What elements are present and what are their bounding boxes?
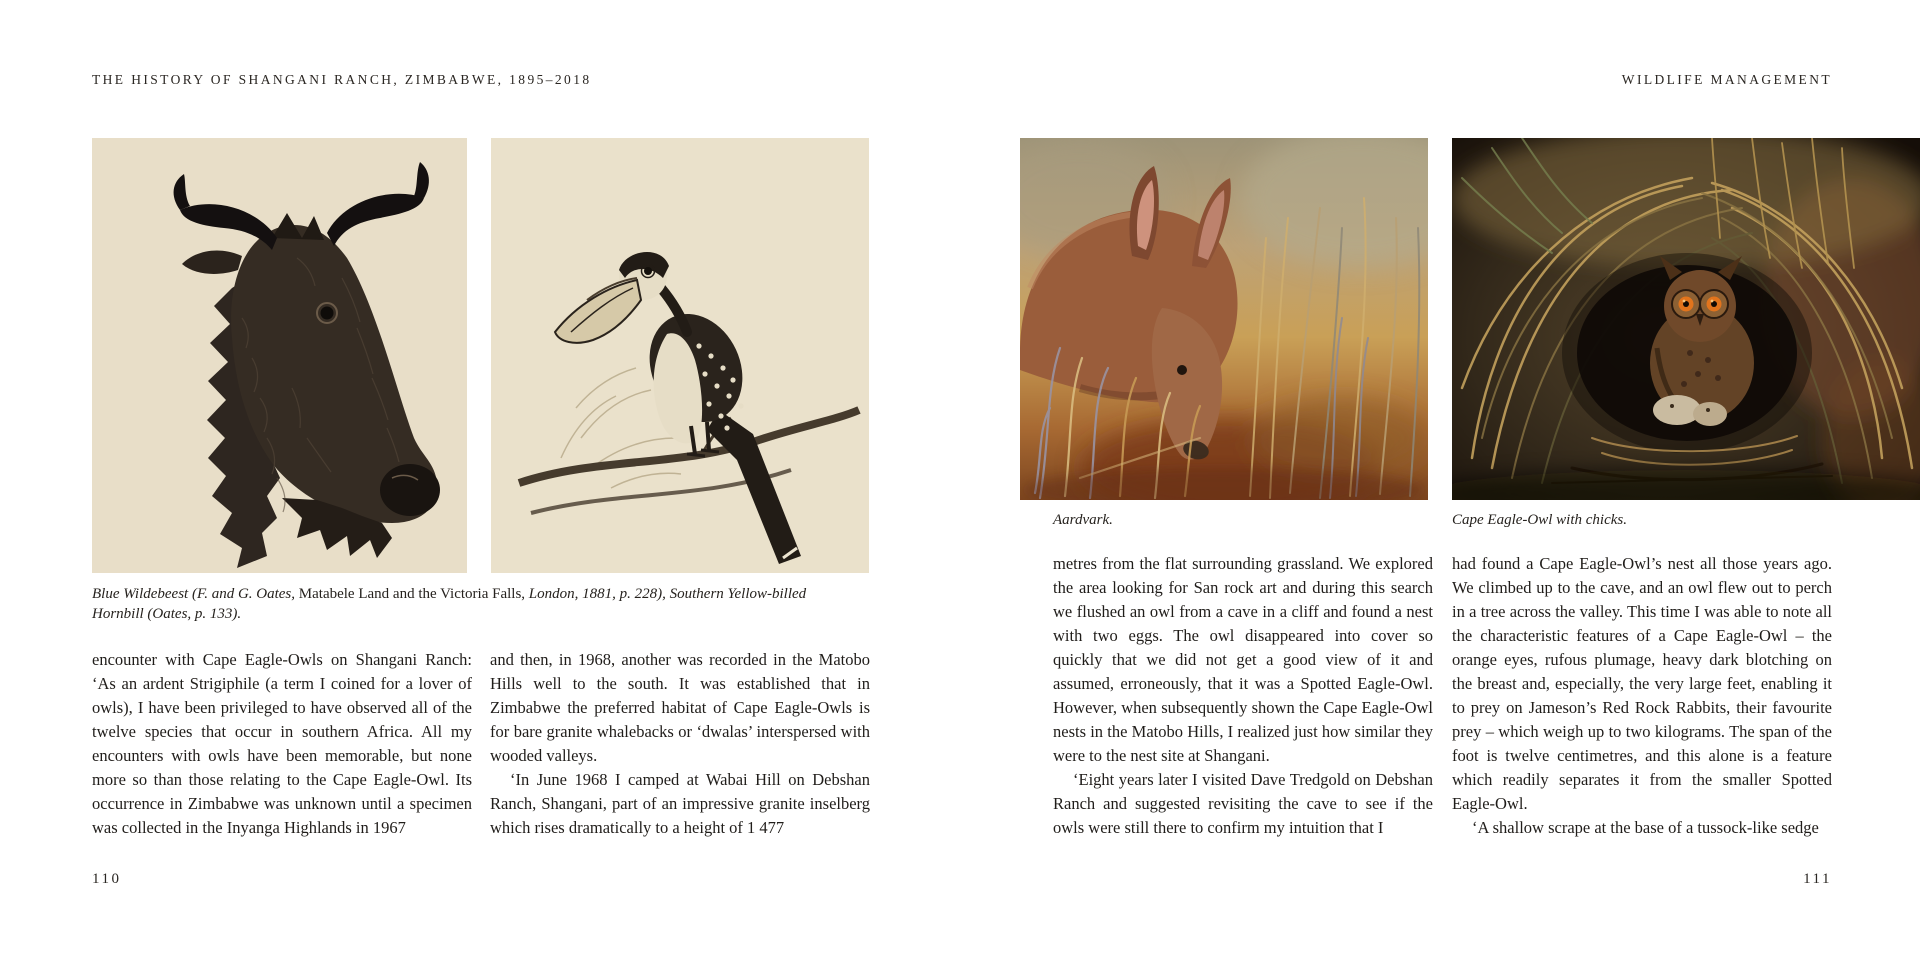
right-running-head: WILDLIFE MANAGEMENT	[1621, 72, 1832, 87]
aardvark-caption: Aardvark.	[1053, 512, 1113, 528]
right-column-1	[1053, 552, 1433, 840]
blue-wildebeest-illustration	[92, 138, 467, 573]
right-page-number: 111	[1803, 871, 1832, 887]
right-column-2	[1452, 552, 1832, 840]
caption-book-title: Matabele Land and the Victoria Falls,	[298, 586, 529, 602]
figure-hornbill-engraving	[491, 138, 869, 573]
figure-blue-wildebeest-engraving	[92, 138, 467, 573]
body-paragraph: encounter with Cape Eagle-Owls on Shangani Ranch: ‘As an ardent Strigiphile (a term I coined for a lover of owls), I have been privileged to have observed all of the twelve species that occur in southern Africa. All my encounters with owls have been memorable, but none more so than those relating to the Cape Eagle-Owl. Its occurrence in Zimbabwe was unknown until a specimen was collected in the Inyanga Highlands in 1967	[92, 650, 472, 837]
owl-photo-art	[1452, 138, 1920, 500]
body-paragraph: had found a Cape Eagle-Owl’s nest all those years ago. We climbed up to the cave, and an owl flew out to perch in a tree across the valley. This time I was able to note all the characteristic features of a Cape Eagle-Owl – the orange eyes, rufous plumage, heavy dark blotching on the breast and, especially, the very large feet, enabling it to prey on Jameson’s Red Rock Rabbits, their favourite prey – which weigh up to two kilograms. The span of the foot is twelve centimetres, and this alone is a feature which readily separates it from the smaller Spotted Eagle-Owl.	[1452, 554, 1832, 813]
owl-caption: Cape Eagle-Owl with chicks.	[1452, 512, 1627, 528]
body-paragraph: and then, in 1968, another was recorded in the Matobo Hills well to the south. It was established that in Zimbabwe the preferred habitat of Cape Eagle-Owls is for bare granite whalebacks or ‘dwalas’ interspersed with wooded valleys.	[490, 650, 870, 765]
body-paragraph: metres from the flat surrounding grassland. We explored the area looking for San rock art and during this search we flushed an owl from a cave in a cliff and found a nest with two eggs. The owl disappeared into cover so quickly that we did not get a good view of it and assumed, erroneously, that it was a Spotted Eagle-Owl. However, when subsequently shown the Cape Eagle-Owl nests in the Matobo Hills, I realized just how similar they were to the nest site at Shangani.	[1053, 554, 1433, 765]
figure-cape-eagle-owl-photo	[1452, 138, 1920, 500]
caption-species-left: Blue Wildebeest (F. and G. Oates,	[92, 586, 299, 602]
caption-reference: London, 1881, p. 228), Southern Yellow-billed Hornbill (Oates, p. 133).	[92, 586, 807, 622]
left-running-head: THE HISTORY OF SHANGANI RANCH, ZIMBABWE, 1895–2018	[92, 72, 592, 87]
figure-aardvark-photo	[1020, 138, 1428, 500]
left-column-1	[92, 648, 472, 840]
hornbill-illustration	[491, 138, 869, 573]
left-column-2	[490, 648, 870, 840]
body-paragraph: ‘Eight years later I visited Dave Tredgold on Debshan Ranch and suggested revisiting the cave to see if the owls were still there to confirm my intuition that I	[1053, 770, 1433, 837]
left-page-number: 110	[92, 871, 122, 887]
body-paragraph: ‘A shallow scrape at the base of a tussock-like sedge	[1472, 818, 1819, 837]
left-figures-caption	[92, 585, 857, 624]
aardvark-photo-art	[1020, 138, 1428, 500]
body-paragraph: ‘In June 1968 I camped at Wabai Hill on Debshan Ranch, Shangani, part of an impressive granite inselberg which rises dramatically to a height of 1 477	[490, 770, 870, 837]
